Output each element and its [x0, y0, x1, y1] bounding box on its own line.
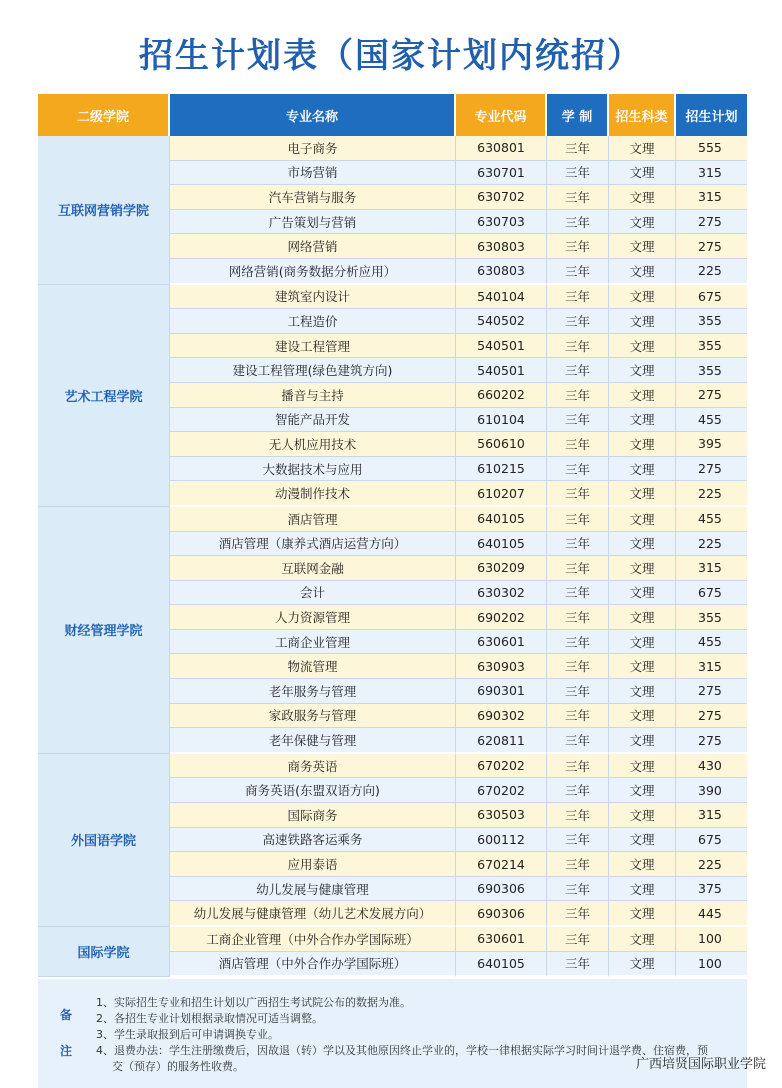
plan-cell: 225 [676, 532, 747, 557]
table-row [38, 927, 747, 952]
table-row [38, 136, 747, 161]
category-cell: 文理 [609, 161, 676, 186]
category-cell: 文理 [609, 605, 676, 630]
code-cell: 610207 [456, 481, 547, 507]
duration-cell: 三年 [547, 507, 609, 532]
code-cell: 620811 [456, 728, 547, 754]
header-duration: 学 制 [547, 94, 609, 136]
plan-cell: 315 [676, 654, 747, 679]
category-cell: 文理 [609, 952, 676, 978]
duration-cell: 三年 [547, 605, 609, 630]
major-cell: 应用泰语 [170, 852, 456, 877]
plan-cell: 275 [676, 704, 747, 729]
page-title: 招生计划表（国家计划内统招） [139, 36, 643, 76]
category-cell: 文理 [609, 704, 676, 729]
code-cell: 600112 [456, 828, 547, 853]
header-category: 招生科类 [609, 94, 676, 136]
category-cell: 文理 [609, 457, 676, 482]
duration-cell: 三年 [547, 728, 609, 754]
category-cell: 文理 [609, 754, 676, 779]
major-cell: 工商企业管理 [170, 630, 456, 655]
school-name-footer: 广西培贤国际职业学院 [635, 1057, 766, 1072]
note-line: 1、实际招生专业和招生计划以广西招生考试院公布的数据为准。 [96, 996, 411, 1010]
header-major: 专业名称 [170, 94, 456, 136]
plan-cell: 395 [676, 432, 747, 457]
duration-cell: 三年 [547, 285, 609, 310]
code-cell: 690301 [456, 679, 547, 704]
plan-cell: 100 [676, 952, 747, 978]
duration-cell: 三年 [547, 852, 609, 877]
code-cell: 630302 [456, 581, 547, 606]
duration-cell: 三年 [547, 358, 609, 383]
major-cell: 互联网金融 [170, 556, 456, 581]
category-cell: 文理 [609, 803, 676, 828]
major-cell: 老年服务与管理 [170, 679, 456, 704]
category-cell: 文理 [609, 654, 676, 679]
duration-cell: 三年 [547, 877, 609, 902]
category-cell: 文理 [609, 852, 676, 877]
code-cell: 630701 [456, 161, 547, 186]
category-cell: 文理 [609, 778, 676, 803]
major-cell: 幼儿发展与健康管理（幼儿艺术发展方向） [170, 901, 456, 927]
plan-cell: 315 [676, 161, 747, 186]
category-cell: 文理 [609, 234, 676, 259]
duration-cell: 三年 [547, 161, 609, 186]
duration-cell: 三年 [547, 581, 609, 606]
major-cell: 广告策划与营销 [170, 210, 456, 235]
note-line: 3、学生录取报到后可申请调换专业。 [96, 1028, 279, 1042]
plan-cell: 275 [676, 234, 747, 259]
plan-cell: 675 [676, 581, 747, 606]
duration-cell: 三年 [547, 432, 609, 457]
code-cell: 540501 [456, 358, 547, 383]
plan-cell: 675 [676, 285, 747, 310]
code-cell: 690302 [456, 704, 547, 729]
plan-cell: 375 [676, 877, 747, 902]
category-cell: 文理 [609, 358, 676, 383]
major-cell: 智能产品开发 [170, 408, 456, 433]
college-cell: 国际学院 [38, 927, 170, 977]
code-cell: 640105 [456, 507, 547, 532]
category-cell: 文理 [609, 927, 676, 952]
plan-cell: 275 [676, 457, 747, 482]
plan-cell: 430 [676, 754, 747, 779]
plan-cell: 100 [676, 927, 747, 952]
table-body [38, 136, 747, 977]
duration-cell: 三年 [547, 334, 609, 359]
category-cell: 文理 [609, 481, 676, 507]
code-cell: 640105 [456, 952, 547, 978]
plan-cell: 315 [676, 803, 747, 828]
code-cell: 630209 [456, 556, 547, 581]
notes-label: 备 注 [60, 1008, 73, 1059]
category-cell: 文理 [609, 828, 676, 853]
duration-cell: 三年 [547, 457, 609, 482]
plan-cell: 455 [676, 507, 747, 532]
plan-cell: 275 [676, 210, 747, 235]
major-cell: 老年保健与管理 [170, 728, 456, 754]
code-cell: 630702 [456, 185, 547, 210]
plan-cell: 275 [676, 383, 747, 408]
duration-cell: 三年 [547, 803, 609, 828]
code-cell: 630803 [456, 259, 547, 285]
category-cell: 文理 [609, 383, 676, 408]
major-cell: 建设工程管理 [170, 334, 456, 359]
major-cell: 无人机应用技术 [170, 432, 456, 457]
plan-cell: 225 [676, 481, 747, 507]
plan-cell: 555 [676, 136, 747, 161]
duration-cell: 三年 [547, 927, 609, 952]
code-cell: 640105 [456, 532, 547, 557]
header-plan: 招生计划 [676, 94, 747, 136]
major-cell: 酒店管理（中外合作办学国际班） [170, 952, 456, 978]
category-cell: 文理 [609, 679, 676, 704]
category-cell: 文理 [609, 210, 676, 235]
category-cell: 文理 [609, 259, 676, 285]
duration-cell: 三年 [547, 654, 609, 679]
plan-cell: 225 [676, 259, 747, 285]
major-cell: 建筑室内设计 [170, 285, 456, 310]
category-cell: 文理 [609, 556, 676, 581]
code-cell: 690306 [456, 901, 547, 927]
code-cell: 630601 [456, 630, 547, 655]
category-cell: 文理 [609, 581, 676, 606]
table-header-row [38, 94, 747, 136]
plan-cell: 355 [676, 605, 747, 630]
code-cell: 670214 [456, 852, 547, 877]
major-cell: 家政服务与管理 [170, 704, 456, 729]
code-cell: 630703 [456, 210, 547, 235]
code-cell: 610215 [456, 457, 547, 482]
duration-cell: 三年 [547, 309, 609, 334]
code-cell: 560610 [456, 432, 547, 457]
note-line: 2、各招生专业计划根据录取情况可适当调整。 [96, 1012, 323, 1026]
duration-cell: 三年 [547, 136, 609, 161]
code-cell: 690202 [456, 605, 547, 630]
code-cell: 630601 [456, 927, 547, 952]
code-cell: 540501 [456, 334, 547, 359]
major-cell: 幼儿发展与健康管理 [170, 877, 456, 902]
major-cell: 国际商务 [170, 803, 456, 828]
major-cell: 酒店管理 [170, 507, 456, 532]
duration-cell: 三年 [547, 234, 609, 259]
duration-cell: 三年 [547, 383, 609, 408]
major-cell: 电子商务 [170, 136, 456, 161]
major-cell: 网络营销 [170, 234, 456, 259]
plan-cell: 355 [676, 309, 747, 334]
category-cell: 文理 [609, 334, 676, 359]
category-cell: 文理 [609, 432, 676, 457]
category-cell: 文理 [609, 136, 676, 161]
enrollment-plan-table [38, 94, 747, 977]
major-cell: 动漫制作技术 [170, 481, 456, 507]
duration-cell: 三年 [547, 556, 609, 581]
duration-cell: 三年 [547, 630, 609, 655]
duration-cell: 三年 [547, 704, 609, 729]
major-cell: 大数据技术与应用 [170, 457, 456, 482]
duration-cell: 三年 [547, 679, 609, 704]
plan-cell: 315 [676, 556, 747, 581]
major-cell: 市场营销 [170, 161, 456, 186]
plan-cell: 445 [676, 901, 747, 927]
college-cell: 财经管理学院 [38, 507, 170, 754]
enrollment-plan-sheet [38, 94, 747, 1088]
code-cell: 630903 [456, 654, 547, 679]
major-cell: 酒店管理（康养式酒店运营方向） [170, 532, 456, 557]
plan-cell: 675 [676, 828, 747, 853]
code-cell: 670202 [456, 778, 547, 803]
duration-cell: 三年 [547, 481, 609, 507]
duration-cell: 三年 [547, 259, 609, 285]
major-cell: 播音与主持 [170, 383, 456, 408]
table-row [38, 285, 747, 310]
table-row [38, 507, 747, 532]
code-cell: 610104 [456, 408, 547, 433]
major-cell: 高速铁路客运乘务 [170, 828, 456, 853]
duration-cell: 三年 [547, 828, 609, 853]
plan-cell: 275 [676, 679, 747, 704]
plan-cell: 225 [676, 852, 747, 877]
category-cell: 文理 [609, 728, 676, 754]
duration-cell: 三年 [547, 185, 609, 210]
code-cell: 660202 [456, 383, 547, 408]
duration-cell: 三年 [547, 901, 609, 927]
major-cell: 汽车营销与服务 [170, 185, 456, 210]
plan-cell: 315 [676, 185, 747, 210]
plan-cell: 455 [676, 408, 747, 433]
plan-cell: 455 [676, 630, 747, 655]
duration-cell: 三年 [547, 532, 609, 557]
major-cell: 物流管理 [170, 654, 456, 679]
category-cell: 文理 [609, 630, 676, 655]
plan-cell: 390 [676, 778, 747, 803]
header-college: 二级学院 [38, 94, 170, 136]
duration-cell: 三年 [547, 408, 609, 433]
plan-cell: 355 [676, 358, 747, 383]
major-cell: 网络营销(商务数据分析应用） [170, 259, 456, 285]
category-cell: 文理 [609, 408, 676, 433]
note-line-continuation: 交（预存）的服务性收费。 [112, 1060, 244, 1074]
code-cell: 630503 [456, 803, 547, 828]
note-line: 4、退费办法：学生注册缴费后，因故退（转）学以及其他原因终止学业的，学校一律根据实际学习时间计退学费、住宿费，预 [96, 1044, 708, 1058]
plan-cell: 355 [676, 334, 747, 359]
category-cell: 文理 [609, 309, 676, 334]
college-cell: 艺术工程学院 [38, 285, 170, 507]
category-cell: 文理 [609, 877, 676, 902]
code-cell: 540104 [456, 285, 547, 310]
category-cell: 文理 [609, 507, 676, 532]
code-cell: 670202 [456, 754, 547, 779]
duration-cell: 三年 [547, 778, 609, 803]
major-cell: 建设工程管理(绿色建筑方向) [170, 358, 456, 383]
table-row [38, 754, 747, 779]
category-cell: 文理 [609, 185, 676, 210]
code-cell: 540502 [456, 309, 547, 334]
major-cell: 工程造价 [170, 309, 456, 334]
duration-cell: 三年 [547, 210, 609, 235]
duration-cell: 三年 [547, 952, 609, 978]
plan-cell: 275 [676, 728, 747, 754]
category-cell: 文理 [609, 901, 676, 927]
category-cell: 文理 [609, 532, 676, 557]
major-cell: 工商企业管理（中外合作办学国际班） [170, 927, 456, 952]
header-code: 专业代码 [456, 94, 547, 136]
major-cell: 会计 [170, 581, 456, 606]
duration-cell: 三年 [547, 754, 609, 779]
code-cell: 630801 [456, 136, 547, 161]
code-cell: 690306 [456, 877, 547, 902]
code-cell: 630803 [456, 234, 547, 259]
category-cell: 文理 [609, 285, 676, 310]
college-cell: 互联网营销学院 [38, 136, 170, 285]
major-cell: 人力资源管理 [170, 605, 456, 630]
major-cell: 商务英语(东盟双语方向) [170, 778, 456, 803]
college-cell: 外国语学院 [38, 754, 170, 927]
major-cell: 商务英语 [170, 754, 456, 779]
